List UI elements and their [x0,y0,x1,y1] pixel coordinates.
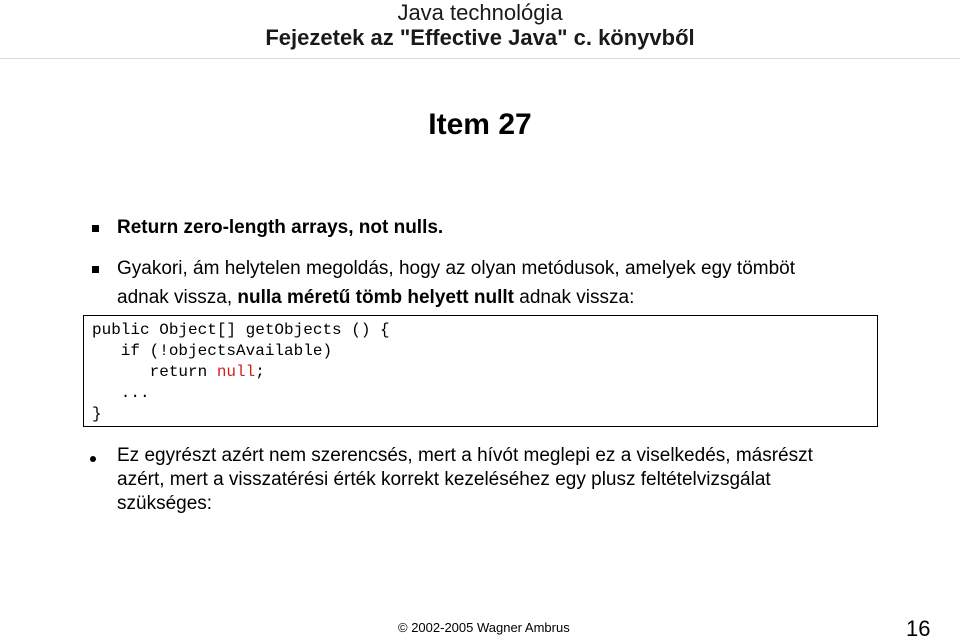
bullet-item-1: Return zero-length arrays, not nulls. [117,217,444,238]
header-divider [0,58,960,59]
bullet-item-3-line-2: azért, mert a visszatérési érték korrekt kezeléséhez egy plusz feltételvizsgálat [117,469,771,490]
code-semicolon: ; [255,363,265,381]
header-course-title: Java technológia [397,0,563,25]
code-line-1: public Object[] getObjects () { [92,321,390,339]
slide-title: Item 27 [428,108,532,141]
bullet-item-3-line-1: Ez egyrészt azért nem szerencsés, mert a hívót meglepi ez a viselkedés, másrészt [117,445,813,466]
code-line-3 [92,363,265,381]
page-number: 16 [906,616,931,641]
code-box [83,315,878,427]
square-bullet-icon [92,225,99,232]
code-return: return [92,363,217,381]
code-line-4: ... [92,384,150,402]
bullet-2-text-pre: adnak vissza, [117,287,238,308]
bullet-item-2-line-2 [117,286,634,310]
code-line-5: } [92,405,102,423]
bullet-item-2-line-1: Gyakori, ám helytelen megoldás, hogy az olyan metódusok, amelyek egy tömböt [117,258,796,279]
round-bullet-icon [90,456,96,462]
square-bullet-icon [92,266,99,273]
footer-copyright: © 2002-2005 Wagner Ambrus [398,620,570,635]
slide-header [0,0,960,60]
code-line-2: if (!objectsAvailable) [92,342,333,360]
bullet-item-3-line-3: szükséges: [117,493,213,514]
bullet-2-text-bold: nulla méretű tömb helyett nullt [237,287,514,308]
code-block [92,320,390,425]
code-null-keyword: null [216,363,256,381]
header-subtitle: Fejezetek az "Effective Java" c. könyvből [265,25,695,50]
bullet-2-text-post: adnak vissza: [513,287,635,308]
